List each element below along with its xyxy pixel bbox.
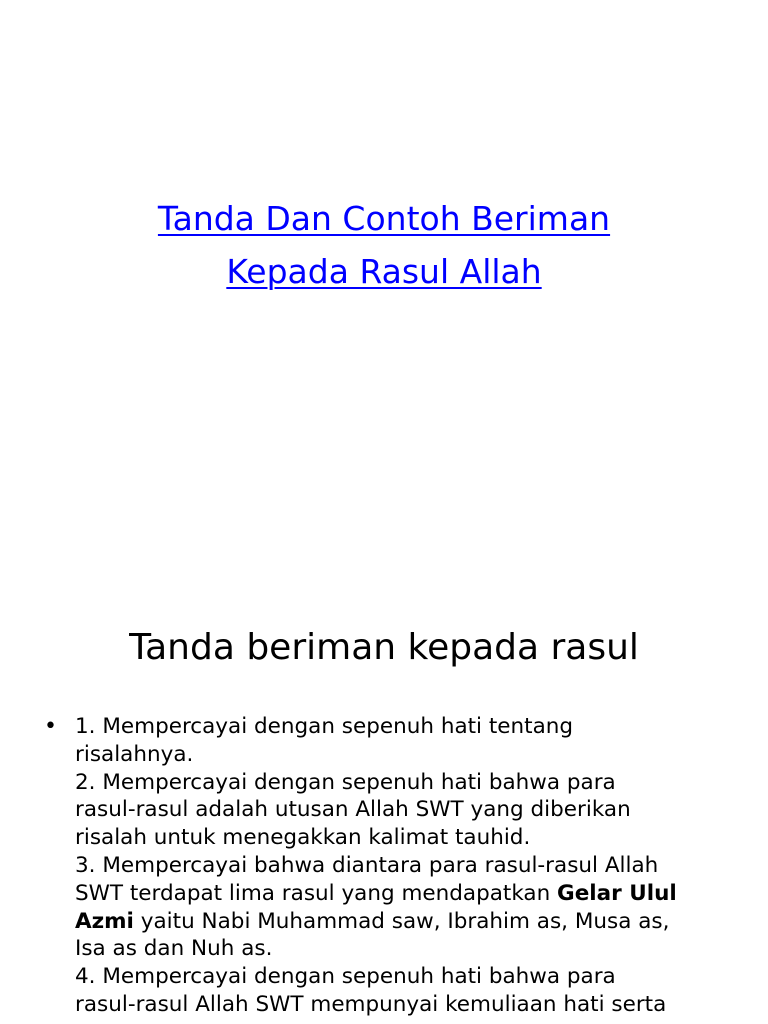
text-segment: SWT terdapat lima rasul yang mendapatkan: [75, 880, 558, 906]
text-line: rasul-rasul adalah utusan Allah SWT yang diberikan: [75, 797, 631, 823]
title-line-2: Kepada Rasul Allah: [226, 252, 542, 291]
slide-2: [0, 576, 768, 1024]
text-segment: yaitu Nabi Muhammad saw, Ibrahim as, Musa as,: [133, 908, 670, 934]
bullet-text: [75, 713, 743, 1019]
title-link[interactable]: [0, 192, 768, 298]
text-line: 3. Mempercayai bahwa diantara para rasul-rasul Allah: [75, 852, 659, 878]
text-line: 4. Mempercayai dengan sepenuh hati bahwa para: [75, 964, 616, 990]
slide-heading: Tanda beriman kepada rasul: [129, 627, 639, 668]
text-line-with-bold: [75, 908, 743, 936]
text-line: Isa as dan Nuh as.: [75, 936, 273, 962]
text-line: risalahnya.: [75, 741, 194, 767]
title-line-1: Tanda Dan Contoh Beriman: [157, 199, 611, 238]
text-line: rasul-rasul Allah SWT mempunyai kemuliaan hati serta: [75, 991, 667, 1017]
text-line: 2. Mempercayai dengan sepenuh hati bahwa para: [75, 769, 616, 795]
bold-term: Azmi: [75, 908, 134, 934]
bold-term: Gelar Ulul: [557, 880, 677, 906]
text-line: risalah untuk menegakkan kalimat tauhid.: [75, 825, 531, 851]
bullet-marker: •: [44, 714, 57, 739]
text-line-with-bold: [75, 880, 743, 908]
text-line: 1. Mempercayai dengan sepenuh hati tentang: [75, 714, 574, 739]
